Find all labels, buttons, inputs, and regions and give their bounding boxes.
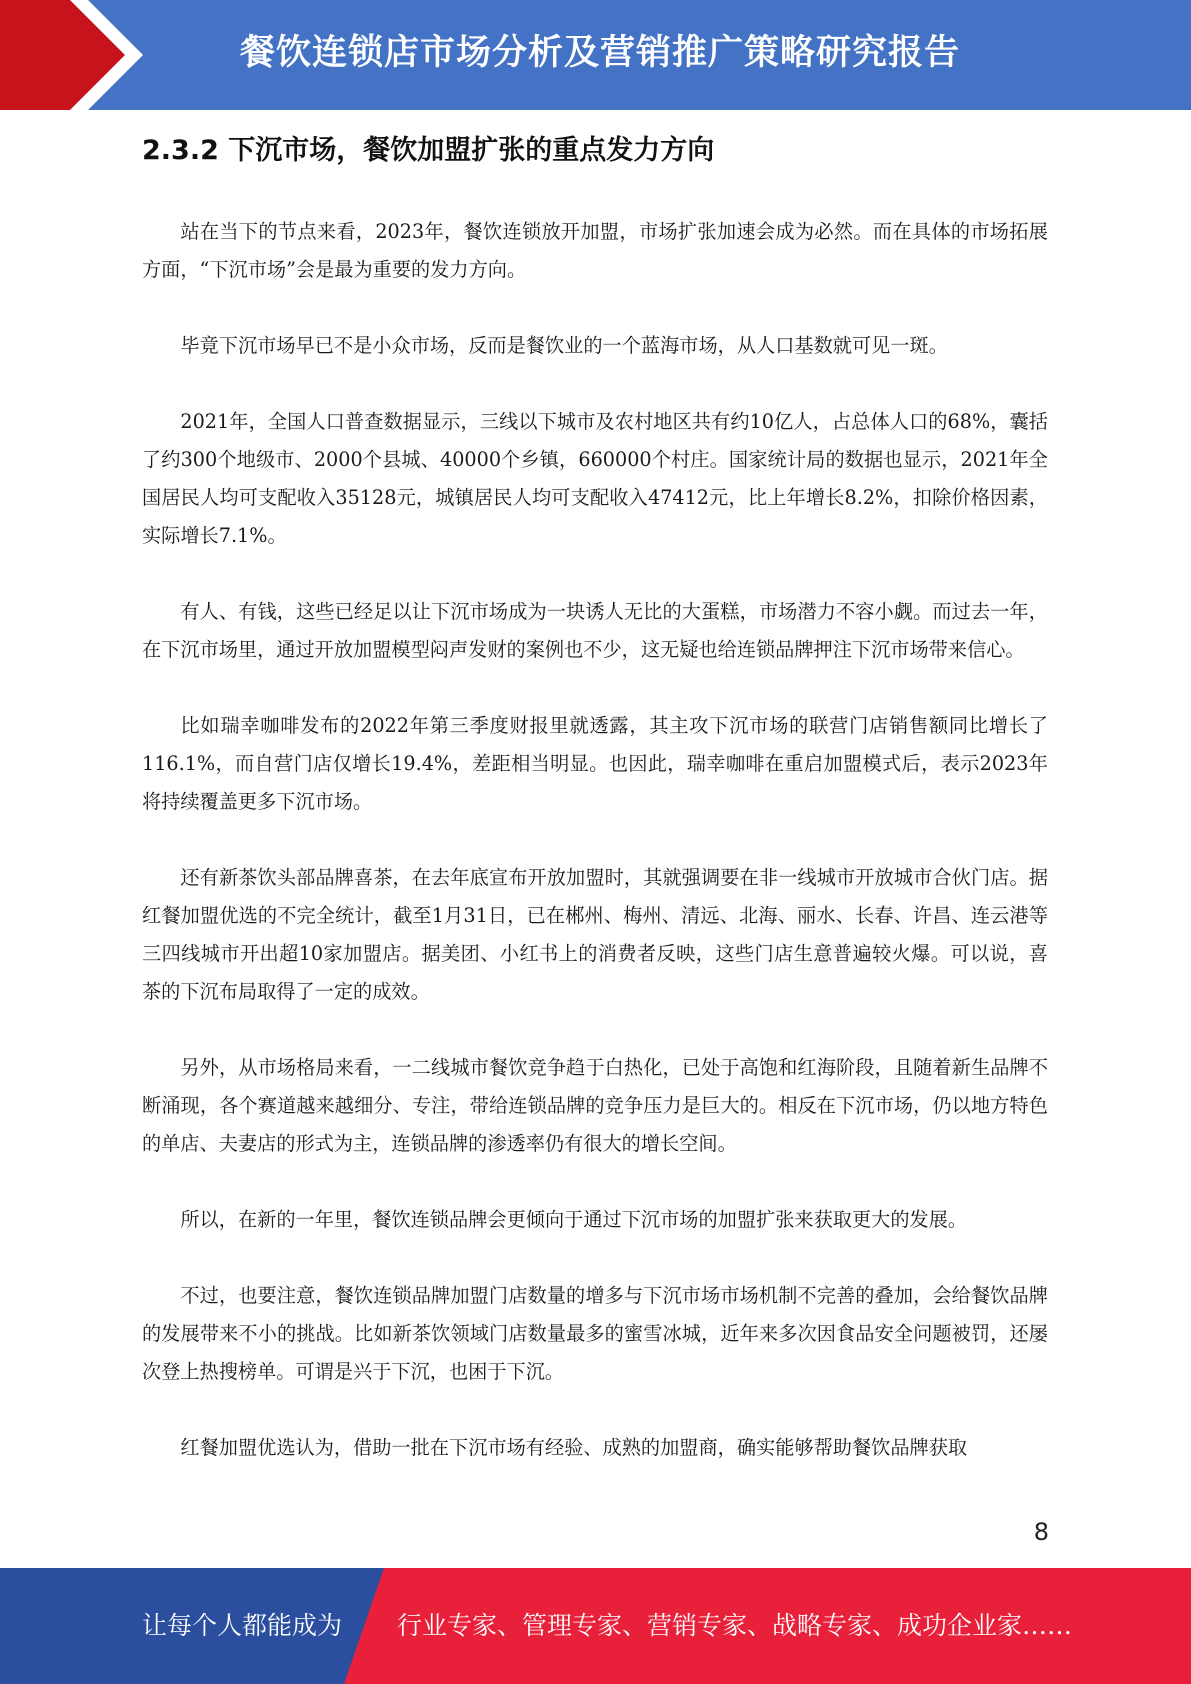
body-text — [142, 213, 1048, 1505]
header-banner — [0, 0, 1191, 110]
chevron-arrow-icon — [0, 0, 160, 110]
paragraph: 所以，在新的一年里，餐饮连锁品牌会更倾向于通过下沉市场的加盟扩张来获取更大的发展。 — [180, 1208, 968, 1231]
paragraph: 站在当下的节点来看，2023年，餐饮连锁放开加盟，市场扩张加速会成为必然。而在具体的市场拓展方面，“下沉市场”会是最为重要的发力方向。 — [142, 220, 1048, 281]
paragraph: 比如瑞幸咖啡发布的2022年第三季度财报里就透露，其主攻下沉市场的联营门店销售额同比增长了116.1%，而自营门店仅增长19.4%，差距相当明显。也因此，瑞幸咖啡在重启加盟模式后，表示2023年将持续覆盖更多下沉市场。 — [142, 714, 1048, 813]
page-number: 8 — [1033, 1518, 1049, 1546]
section-heading: 2.3.2 下沉市场，餐饮加盟扩张的重点发力方向 — [142, 135, 715, 166]
report-title: 餐饮连锁店市场分析及营销推广策略研究报告 — [240, 33, 961, 73]
paragraph: 毕竟下沉市场早已不是小众市场，反而是餐饮业的一个蓝海市场，从人口基数就可见一斑。 — [180, 334, 948, 357]
paragraph: 红餐加盟优选认为，借助一批在下沉市场有经验、成熟的加盟商，确实能够帮助餐饮品牌获取 — [180, 1436, 968, 1459]
paragraph: 另外，从市场格局来看，一二线城市餐饮竞争趋于白热化，已处于高饱和红海阶段，且随着新生品牌不断涌现，各个赛道越来越细分、专注，带给连锁品牌的竞争压力是巨大的。相反在下沉市场，仍以地方特色的单店、夫妻店的形式为主，连锁品牌的渗透率仍有很大的增长空间。 — [142, 1056, 1048, 1155]
footer-slogan-left: 让每个人都能成为 — [142, 1611, 343, 1640]
paragraph: 有人、有钱，这些已经足以让下沉市场成为一块诱人无比的大蛋糕，市场潜力不容小觑。而过去一年，在下沉市场里，通过开放加盟模型闷声发财的案例也不少，这无疑也给连锁品牌押注下沉市场带来信心。 — [142, 600, 1048, 661]
paragraph: 不过，也要注意，餐饮连锁品牌加盟门店数量的增多与下沉市场市场机制不完善的叠加，会给餐饮品牌的发展带来不小的挑战。比如新茶饮领域门店数量最多的蜜雪冰城，近年来多次因食品安全问题被罚，还屡次登上热搜榜单。可谓是兴于下沉，也困于下沉。 — [142, 1284, 1048, 1383]
footer-slogan-right: 行业专家、管理专家、营销专家、战略专家、成功企业家…… — [397, 1611, 1073, 1640]
paragraph: 还有新茶饮头部品牌喜茶，在去年底宣布开放加盟时，其就强调要在非一线城市开放城市合伙门店。据红餐加盟优选的不完全统计，截至1月31日，已在郴州、梅州、清远、北海、丽水、长春、许昌、连云港等三四线城市开出超10家加盟店。据美团、小红书上的消费者反映，这些门店生意普遍较火爆。可以说，喜茶的下沉布局取得了一定的成效。 — [142, 866, 1048, 1003]
paragraph: 2021年，全国人口普查数据显示，三线以下城市及农村地区共有约10亿人，占总体人口的68%，囊括了约300个地级市、2000个县城、40000个乡镇，660000个村庄。国家统计局的数据也显示，2021年全国居民人均可支配收入35128元，城镇居民人均可支配收入47412元，比上年增长8.2%，扣除价格因素，实际增长7.1%。 — [142, 410, 1048, 547]
footer-banner — [0, 1568, 1191, 1684]
